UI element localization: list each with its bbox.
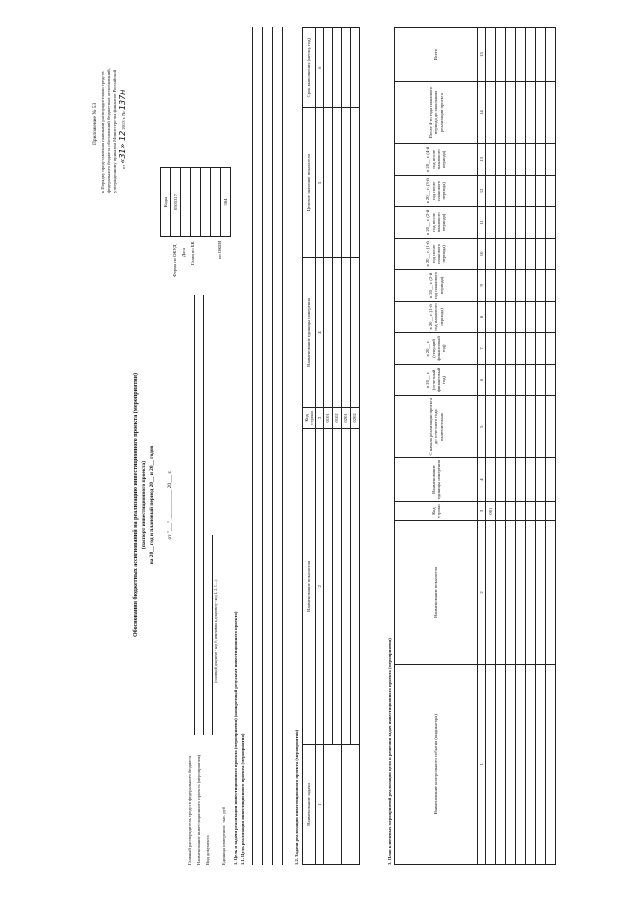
col-header: После 4-го года планового периода до окончания реализации проекта [395, 82, 478, 144]
row-code: 0101 [324, 407, 333, 428]
unit-value: тыс. руб [221, 806, 226, 823]
col-header: в 20__ г. (1-й год после планового периода) [395, 238, 478, 270]
table-cell [324, 428, 333, 744]
col-number: 2 [316, 428, 324, 744]
project-label: Наименование инвестиционного проекта (мероприятия) [196, 754, 201, 865]
col-header: Наименование задачи [303, 744, 316, 864]
gr-label: Главный распорядитель средств федерального бюджета [187, 755, 192, 865]
col-number: 6 [316, 28, 324, 108]
col-header: в 20__ г. (отчетный финансовый год) [395, 364, 478, 396]
code-cell [211, 168, 221, 237]
section-1-heading: 1. Цель и задачи реализации инвестиционного проекта (мероприятия) (конкретный результат инвестиционного проекта) [233, 611, 238, 865]
document-period: на 20__ год и плановый период 20__ и 20__ годов [149, 445, 155, 565]
codes-header: Коды [161, 168, 171, 237]
unit-label: Единица измерения: [221, 825, 226, 865]
appendix-number: Приложение № 53 [92, 102, 98, 145]
date-label: Дата [181, 247, 186, 257]
table-cell [333, 428, 342, 744]
col-number: 13 [478, 144, 486, 176]
okei-label: по ОКЕИ [217, 240, 222, 259]
col-number: 1 [478, 664, 486, 864]
col-number: 10 [478, 238, 486, 270]
table-cell [342, 428, 351, 744]
col-number: 4 [478, 458, 486, 502]
col-header: в 20__ г. (1-й год планового периода) [395, 301, 478, 333]
row-code: 0201 [342, 407, 351, 428]
doc-type-hint: (основной документ - код 0; изменения к документу - код 1, 2, 3, ...) [214, 579, 218, 683]
col-header: Наименование единицы измерения [395, 458, 478, 502]
col-number: 6 [478, 364, 486, 396]
doc-type-label: Вид документа [205, 835, 210, 865]
col-number: 2 [478, 521, 486, 664]
okud-label: Форма по ОКУД [172, 244, 177, 277]
chapter-label: Глава по БК [190, 241, 195, 265]
col-header: Наименование показателя [395, 521, 478, 664]
section-1-2-heading: 1.2. Задачи реализации инвестиционного проекта (мероприятия) [294, 729, 299, 865]
col-number: 4 [316, 258, 324, 408]
col-header: в 20__ г. (2-й год планового периода) [395, 270, 478, 302]
tasks-table [302, 27, 360, 865]
approval-line-1: к Порядку представления главными распорядителями средств [100, 71, 105, 193]
row-code: 0202 [351, 407, 360, 428]
col-number: 8 [478, 301, 486, 333]
row-code: 001 [486, 501, 496, 520]
col-header: Всего [395, 28, 478, 82]
code-cell [201, 168, 211, 237]
col-number: 5 [316, 108, 324, 258]
okud-code: 0505317 [171, 168, 181, 237]
col-number: 9 [478, 270, 486, 302]
table-cell [324, 744, 342, 864]
col-header: Наименование показателя [303, 428, 316, 744]
col-header: Код строки [303, 407, 316, 428]
row-code: 0102 [333, 407, 342, 428]
col-number: 7 [478, 333, 486, 365]
col-number: 14 [478, 82, 486, 144]
events-table [394, 27, 556, 865]
document-title: Обоснования бюджетных ассигнований на реализацию инвестиционного проекта (мероприятия) [133, 373, 139, 637]
col-header: Код строки [395, 501, 478, 520]
document-date: от "___" ___________ 20___ г. [167, 470, 173, 540]
handwritten-date: «31» 12 [118, 130, 127, 164]
document-subtitle: (паспорт инвестиционного проекта) [141, 460, 147, 550]
handwritten-order-number: 137н [118, 89, 127, 111]
approval-line-2: федерального бюджета обоснований бюджетных ассигнований, [106, 68, 111, 193]
col-header: С начала реализации проекта до отчетного года включительно [395, 396, 478, 458]
col-header: Целевое значение показателя [303, 108, 316, 258]
okei-code: 384 [221, 168, 231, 237]
date-code [181, 168, 191, 237]
col-header: в 20__ г. (текущий финансовый год) [395, 333, 478, 365]
col-header: Срок выполнения (месяц, год) [303, 28, 316, 108]
chapter-code [191, 168, 201, 237]
col-number: 15 [478, 28, 486, 82]
col-header: в 20__ г. (2-й год после планового периода) [395, 207, 478, 239]
section-3-heading: 3. План ключевых мероприятий реализации цели и решения задач инвестиционного проекта (мероприятия) [387, 638, 392, 865]
table-cell [351, 428, 360, 744]
col-header: Наименование единицы измерения [303, 258, 316, 408]
table-cell [486, 664, 496, 864]
col-number: 12 [478, 175, 486, 207]
col-header: в 20__ г. (3-й год после планового периода) [395, 175, 478, 207]
codes-table [160, 167, 231, 237]
col-header: Наименование контрольного события (индикатора) [395, 664, 478, 864]
table-cell [342, 744, 360, 864]
col-number: 1 [316, 744, 324, 864]
col-number: 3 [478, 501, 486, 520]
col-number: 5 [478, 396, 486, 458]
col-number: 3 [316, 407, 324, 428]
section-1-1-heading: 1.1. Цель реализации инвестиционного проекта (мероприятия) [240, 733, 245, 865]
approval-line-3: утвержденному приказом Министерства финансов Российской [112, 69, 117, 193]
col-header: в 20__ г. (4-й год после планового периода) [395, 144, 478, 176]
approval-line-4: от «31» 12 2013 г. № 137н [118, 89, 127, 169]
col-number: 11 [478, 207, 486, 239]
